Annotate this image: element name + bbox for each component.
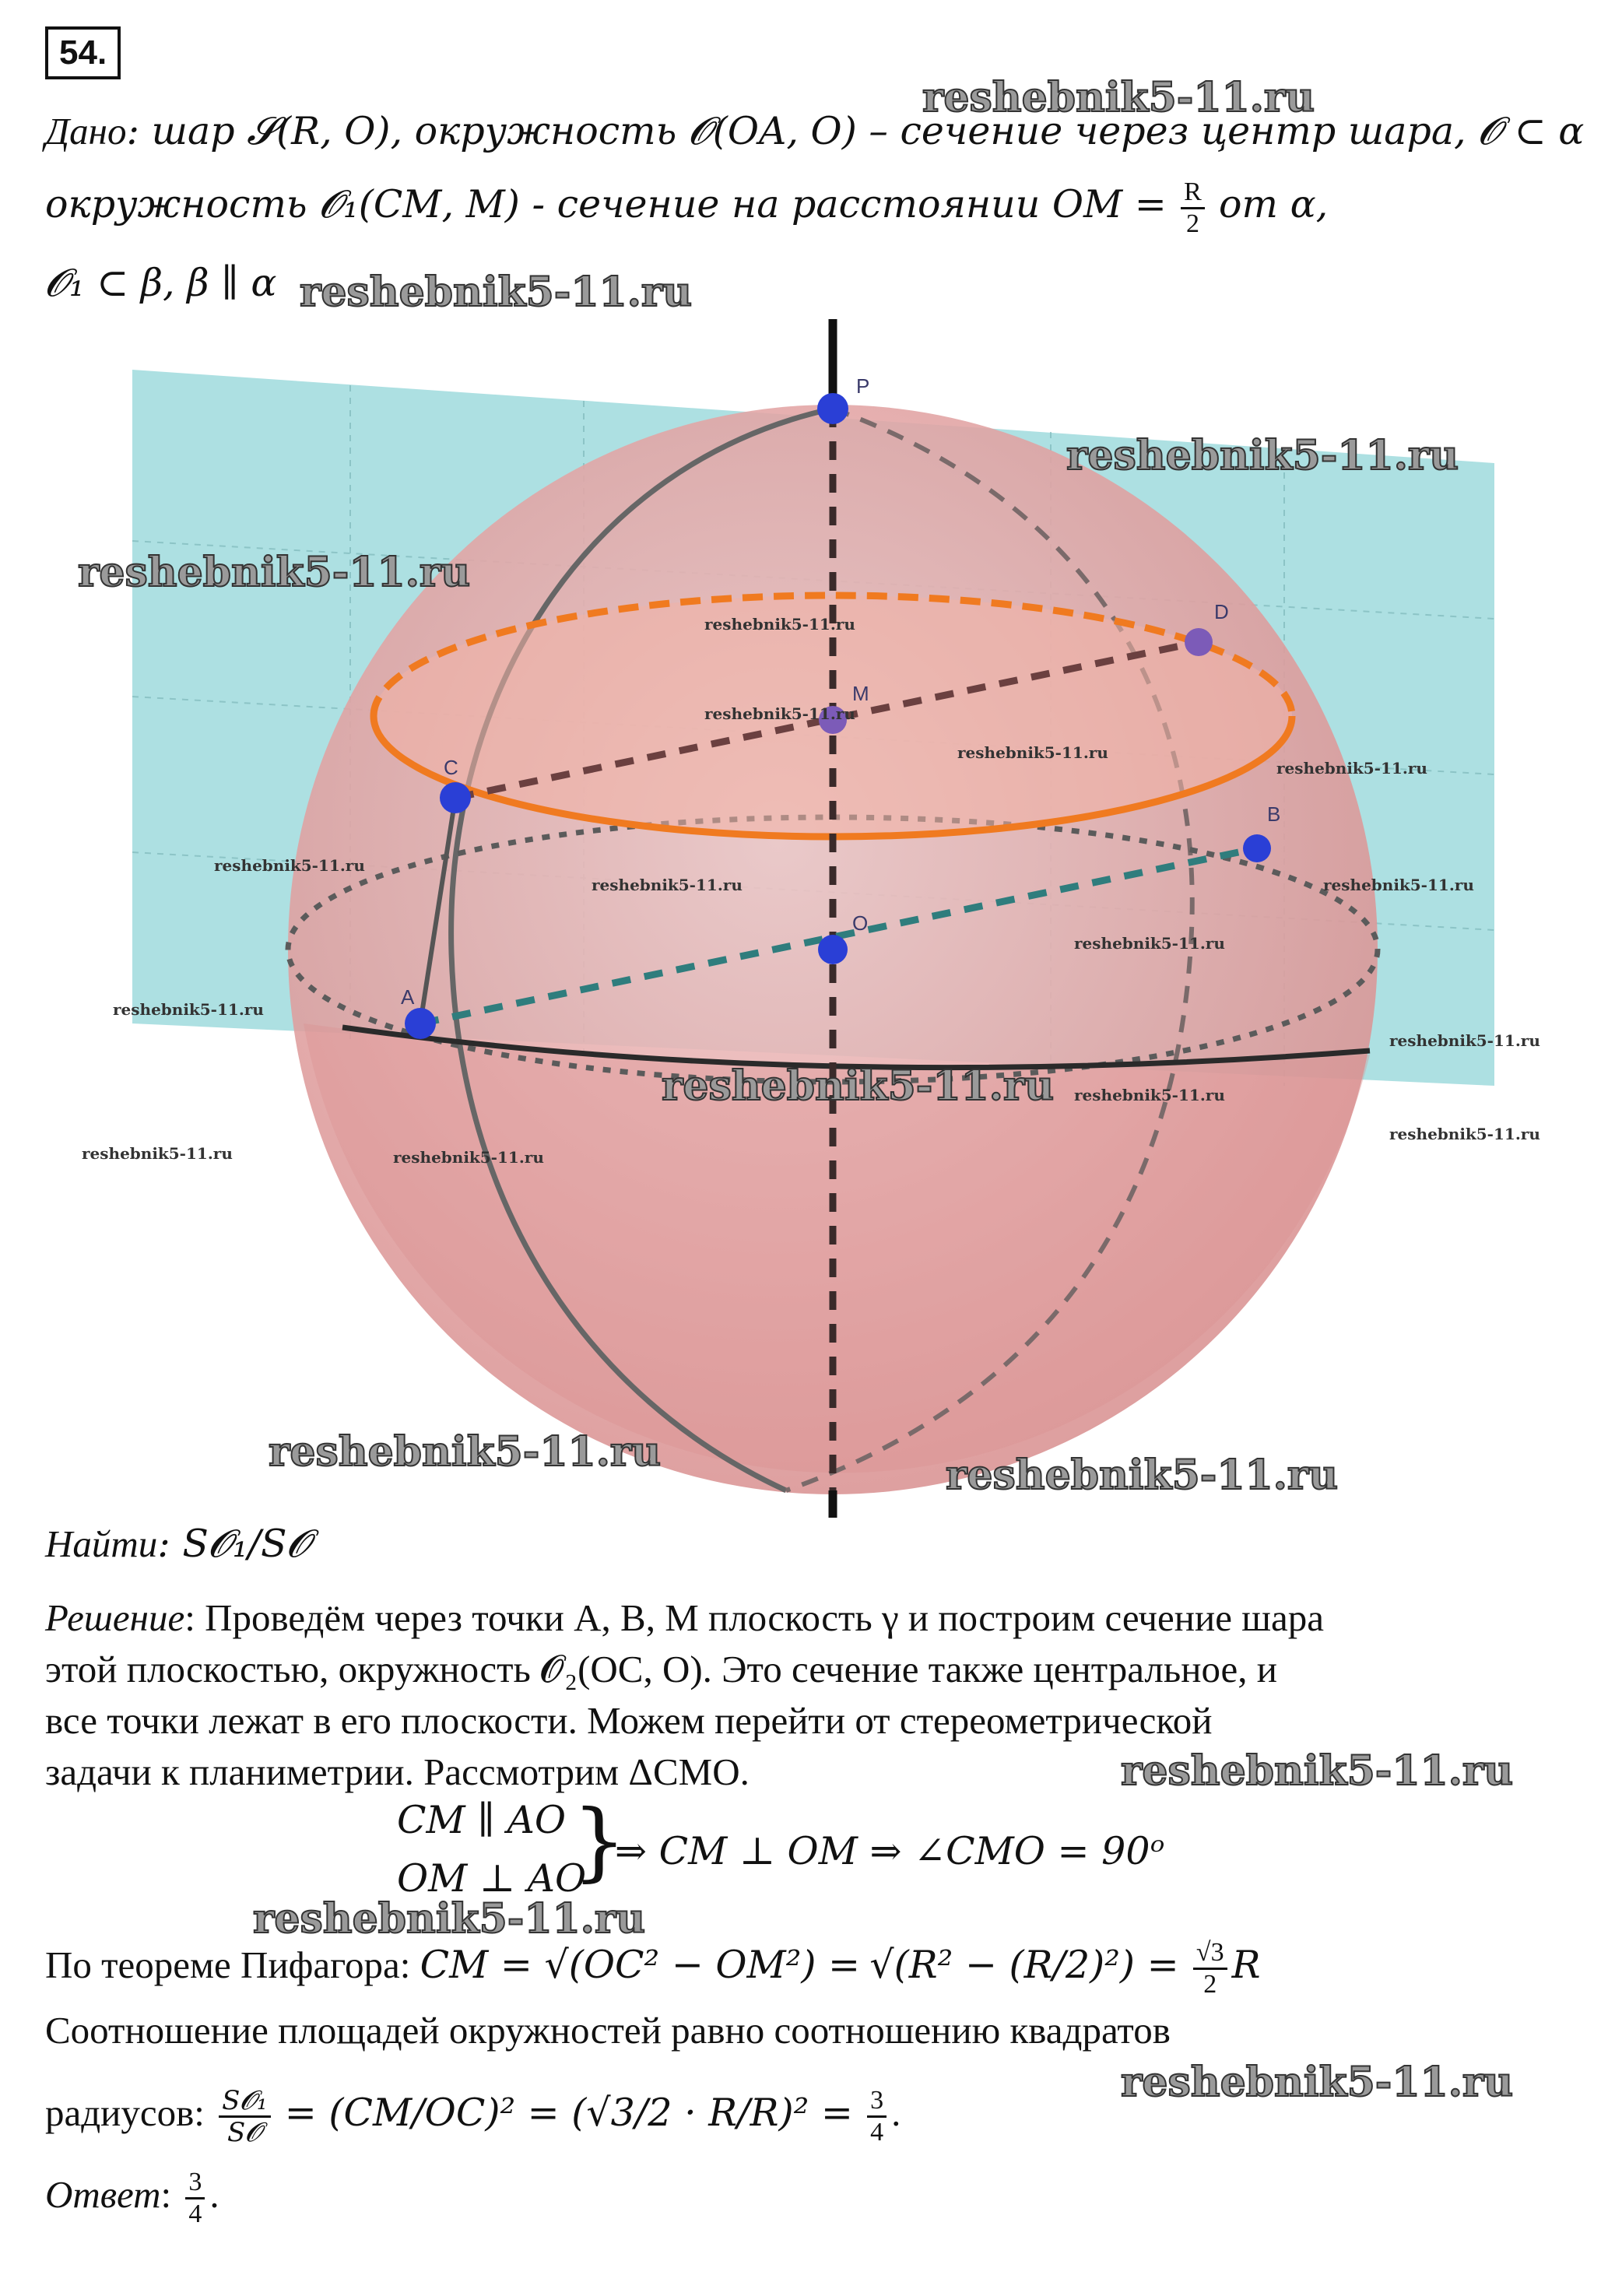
watermark: reshebnik5-11.ru — [269, 1428, 662, 1476]
frac-numerator: √3 — [1193, 1938, 1227, 1970]
watermark-small: reshebnik5-11.ru — [592, 876, 743, 894]
watermark-small: reshebnik5-11.ru — [704, 704, 855, 723]
system-row-2: OM ⊥ AO — [397, 1856, 587, 1901]
ratio-lead: радиусов: — [45, 2091, 205, 2134]
watermark: reshebnik5-11.ru — [662, 1062, 1055, 1110]
point-O — [818, 935, 848, 964]
answer-line — [45, 2168, 219, 2229]
frac-denominator: 2 — [1203, 1970, 1217, 1999]
ratio-result-fraction — [867, 2086, 887, 2147]
point-C — [440, 782, 471, 813]
watermark-small: reshebnik5-11.ru — [393, 1148, 544, 1167]
watermark-small: reshebnik5-11.ru — [113, 1000, 264, 1019]
problem-number: 54. — [45, 26, 121, 79]
given-text-3: 𝓞₁ ⊂ β, β ∥ α — [45, 261, 277, 305]
sphere-figure — [117, 307, 1518, 1522]
watermark-small: reshebnik5-11.ru — [1323, 876, 1474, 894]
watermark: reshebnik5-11.ru — [1066, 432, 1459, 479]
answer-label: Ответ — [45, 2172, 161, 2216]
watermark: reshebnik5-11.ru — [1121, 2059, 1514, 2106]
solution-line-3: все точки лежат в его плоскости. Можем перейти от стереометрической — [45, 1699, 1213, 1742]
watermark-small: reshebnik5-11.ru — [957, 743, 1108, 762]
watermark: reshebnik5-11.ru — [1121, 1747, 1514, 1795]
answer-fraction — [185, 2168, 205, 2229]
system-result: ⇒ CM ⊥ OM ⇒ ∠CMO = 90ᵒ — [615, 1829, 1165, 1873]
ratio-end: . — [891, 2091, 901, 2134]
watermark: reshebnik5-11.ru — [922, 74, 1315, 121]
given-fraction — [1181, 177, 1205, 239]
frac-denominator: S𝓞 — [226, 2117, 262, 2148]
system-row-1: CM ∥ AO — [397, 1798, 567, 1842]
watermark-small: reshebnik5-11.ru — [1389, 1031, 1540, 1050]
answer-end: . — [209, 2172, 219, 2216]
label-O: O — [852, 911, 869, 935]
pythagoras-fraction — [1193, 1938, 1227, 1999]
given-line-1 — [45, 109, 1584, 154]
watermark-small: reshebnik5-11.ru — [704, 615, 855, 634]
frac-numerator: 3 — [185, 2168, 205, 2199]
watermark: reshebnik5-11.ru — [300, 269, 693, 316]
find-line — [45, 1522, 311, 1567]
label-C: C — [444, 756, 458, 779]
label-B: B — [1267, 802, 1281, 826]
given-label: Дано — [45, 110, 127, 153]
point-P — [817, 393, 848, 424]
point-B — [1243, 834, 1271, 862]
pythagoras-expr-1: CM = √(OC² − OM²) = — [420, 1942, 861, 1987]
given-line-3 — [45, 261, 276, 306]
answer-colon: : — [160, 2172, 172, 2216]
system-brace: } — [572, 1791, 627, 1891]
frac-denominator: 2 — [1185, 209, 1199, 238]
pythagoras-lead: По теореме Пифагора: — [45, 1943, 411, 1986]
pythagoras-expr-2: √(R² − (R/2)²) = — [869, 1942, 1179, 1987]
label-A: A — [401, 985, 415, 1009]
ratio-line-1: Соотношение площадей окружностей равно соотношению квадратов — [45, 2009, 1171, 2052]
watermark: reshebnik5-11.ru — [78, 549, 471, 596]
frac-numerator: S𝓞₁ — [219, 2086, 270, 2118]
label-M: M — [852, 682, 869, 705]
watermark-small: reshebnik5-11.ru — [1276, 759, 1427, 778]
find-expr: : S𝓞₁/S𝓞 — [157, 1522, 311, 1566]
solution-line-1 — [45, 1596, 1324, 1640]
frac-numerator: R — [1181, 177, 1205, 209]
solution-line-2: этой плоскостью, окружность 𝓞₂(OC, O). Это сечение также центральное, и — [45, 1648, 1278, 1690]
watermark-small: reshebnik5-11.ru — [214, 856, 365, 875]
watermark-small: reshebnik5-11.ru — [1389, 1125, 1540, 1143]
label-D: D — [1214, 600, 1229, 623]
given-text-1: : шар 𝓢(R, O), окружность 𝓞(OA, O) – сечение через центр шара, 𝓞 ⊂ α — [126, 109, 1585, 153]
given-text-2a: окружность 𝓞₁(CM, M) - сечение на расстоянии OM = — [45, 181, 1167, 226]
label-P: P — [856, 374, 870, 398]
given-line-2 — [45, 177, 1328, 239]
find-label: Найти — [45, 1522, 158, 1565]
solution-label: Решение — [45, 1596, 185, 1639]
watermark: reshebnik5-11.ru — [253, 1895, 646, 1943]
watermark-small: reshebnik5-11.ru — [1074, 934, 1225, 953]
frac-denominator: 4 — [870, 2118, 884, 2147]
solution-line-4: задачи к планиметрии. Рассмотрим ΔCMO. — [45, 1750, 750, 1793]
solution-text-1: : Проведём через точки A, B, M плоскость γ и построим сечение шара — [184, 1596, 1324, 1639]
frac-denominator: 4 — [188, 2199, 202, 2228]
watermark-small: reshebnik5-11.ru — [1074, 1086, 1225, 1104]
ratio-line-2 — [45, 2086, 901, 2147]
ratio-mid: = (CM/OC)² = (√3/2 · R/R)² = — [284, 2090, 853, 2135]
ratio-lhs-fraction — [219, 2086, 270, 2147]
frac-numerator: 3 — [867, 2086, 887, 2118]
pythagoras-line — [45, 1938, 1261, 1999]
given-text-2b: от α, — [1219, 181, 1329, 226]
point-D — [1185, 628, 1213, 656]
watermark-small: reshebnik5-11.ru — [82, 1144, 233, 1163]
pythagoras-tail: R — [1231, 1942, 1261, 1987]
watermark: reshebnik5-11.ru — [946, 1452, 1339, 1499]
point-A — [405, 1008, 436, 1039]
